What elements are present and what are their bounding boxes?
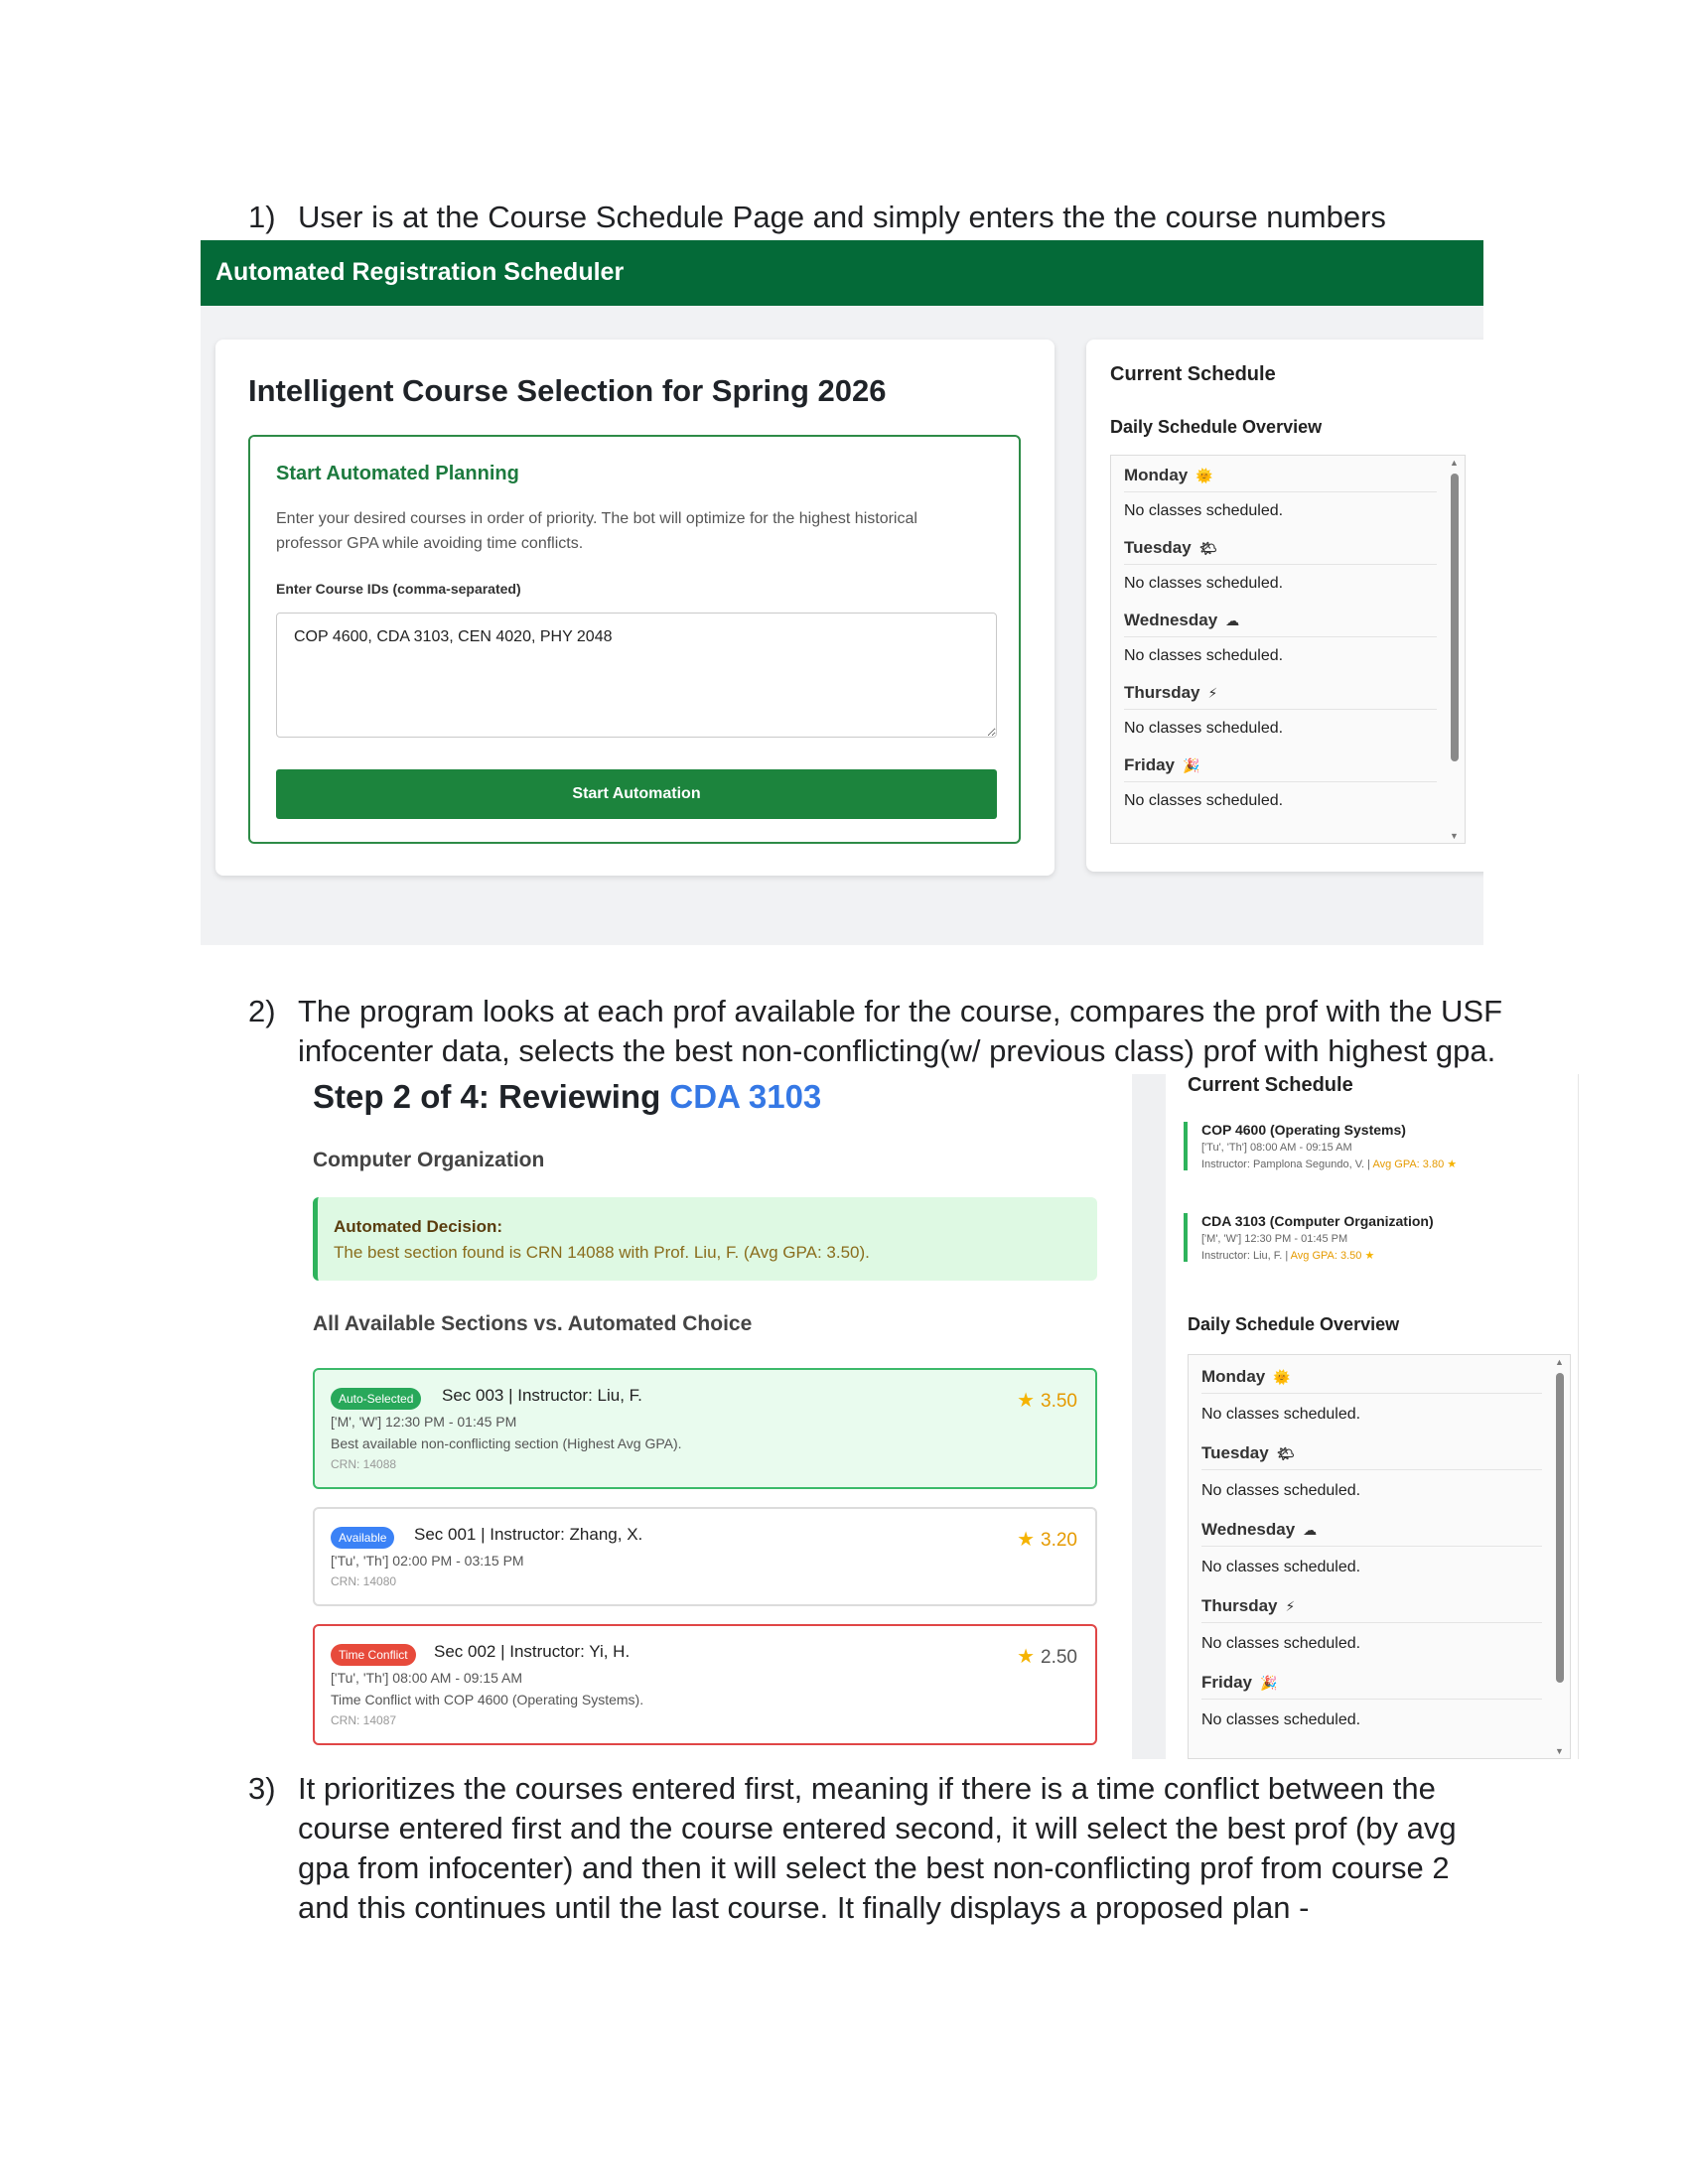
start-automation-button[interactable]: Start Automation bbox=[276, 769, 997, 819]
daily-overview-title: Daily Schedule Overview bbox=[1188, 1314, 1400, 1334]
day-wednesday bbox=[1201, 1520, 1542, 1576]
no-classes-text: No classes scheduled. bbox=[1201, 1711, 1361, 1728]
app-title-bar: Automated Registration Scheduler bbox=[201, 240, 1483, 306]
section-title: Sec 001 | Instructor: Zhang, X. bbox=[414, 1525, 643, 1544]
scroll-thumb[interactable] bbox=[1451, 474, 1459, 761]
scrollbar[interactable] bbox=[1552, 1355, 1568, 1758]
day-name: Wednesday ☁ bbox=[1201, 1520, 1542, 1547]
auto-selected-badge: Auto-Selected bbox=[331, 1388, 421, 1410]
cloud-icon: ☁ bbox=[1225, 613, 1240, 628]
page-title: Intelligent Course Selection for Spring 2026 bbox=[248, 373, 887, 408]
day-name: Tuesday 🌤 bbox=[1124, 538, 1437, 565]
party-icon: 🎉 bbox=[1183, 757, 1200, 773]
course-time: ['Tu', 'Th'] 08:00 AM - 09:15 AM bbox=[1201, 1142, 1352, 1154]
section-note: Best available non-conflicting section (Highest Avg GPA). bbox=[331, 1435, 682, 1451]
no-classes-text: No classes scheduled. bbox=[1201, 1482, 1361, 1499]
no-classes-text: No classes scheduled. bbox=[1201, 1406, 1361, 1423]
day-monday bbox=[1201, 1367, 1542, 1424]
course-selection-card bbox=[215, 340, 1055, 876]
no-classes-text: No classes scheduled. bbox=[1124, 720, 1284, 737]
step-prefix: Step 2 of 4: Reviewing bbox=[313, 1078, 670, 1115]
party-icon: 🎉 bbox=[1260, 1675, 1278, 1691]
no-classes-text: No classes scheduled. bbox=[1201, 1635, 1361, 1652]
scroll-up-icon[interactable]: ▲ bbox=[1555, 1357, 1564, 1367]
scroll-thumb[interactable] bbox=[1556, 1373, 1564, 1683]
day-tuesday bbox=[1201, 1443, 1542, 1500]
scrollbar[interactable] bbox=[1447, 456, 1463, 843]
lightning-icon: ⚡ bbox=[1285, 1598, 1296, 1614]
lightning-icon: ⚡ bbox=[1207, 685, 1218, 701]
course-instructor: Instructor: Liu, F. | Avg GPA: 3.50 ★ bbox=[1201, 1250, 1375, 1262]
section-note: Time Conflict with COP 4600 (Operating Systems). bbox=[331, 1692, 644, 1707]
course-code: CDA 3103 bbox=[669, 1078, 822, 1115]
sun-icon: 🌞 bbox=[1273, 1369, 1291, 1385]
all-sections-title: All Available Sections vs. Automated Choice bbox=[313, 1312, 753, 1335]
day-name: Thursday ⚡ bbox=[1124, 683, 1437, 710]
day-tuesday bbox=[1124, 538, 1437, 593]
daily-schedule-list[interactable] bbox=[1110, 455, 1466, 844]
day-name: Friday 🎉 bbox=[1201, 1673, 1542, 1700]
no-classes-text: No classes scheduled. bbox=[1201, 1559, 1361, 1575]
no-classes-text: No classes scheduled. bbox=[1124, 502, 1284, 519]
section-gpa: ★ 3.20 bbox=[1017, 1529, 1077, 1551]
section-title: Sec 003 | Instructor: Liu, F. bbox=[442, 1386, 642, 1405]
course-instructor: Instructor: Pamplona Segundo, V. | Avg GPA: 3.80 ★ bbox=[1201, 1159, 1458, 1170]
step-number: 3) bbox=[248, 1771, 276, 1806]
section-crn: CRN: 14088 bbox=[331, 1457, 397, 1471]
course-ids-label: Enter Course IDs (comma-separated) bbox=[276, 581, 521, 597]
day-name: Tuesday 🌤 bbox=[1201, 1443, 1542, 1470]
day-thursday bbox=[1124, 683, 1437, 738]
step-body: It prioritizes the courses entered first, meaning if there is a time conflict between the course entered first and the course entered second, it will select the best prof (by avg gpa from infocenter) and then it will select the best non-conflicting prof from course 2 and this continues until the last course. It finally displays a proposed plan - bbox=[298, 1771, 1457, 1925]
step-number: 2) bbox=[248, 994, 276, 1028]
planning-title: Start Automated Planning bbox=[276, 463, 519, 484]
step-body: User is at the Course Schedule Page and simply enters the the course numbers bbox=[298, 200, 1386, 234]
section-card-auto-selected[interactable] bbox=[313, 1368, 1097, 1489]
section-time: ['M', 'W'] 12:30 PM - 01:45 PM bbox=[331, 1414, 517, 1430]
current-schedule-title: Current Schedule bbox=[1188, 1074, 1353, 1096]
no-classes-text: No classes scheduled. bbox=[1124, 792, 1284, 809]
course-time: ['M', 'W'] 12:30 PM - 01:45 PM bbox=[1201, 1233, 1348, 1245]
day-wednesday bbox=[1124, 611, 1437, 665]
automated-planning-box bbox=[248, 435, 1021, 844]
current-course-cda3103 bbox=[1184, 1213, 1541, 1262]
current-schedule-panel bbox=[1086, 340, 1483, 872]
available-badge: Available bbox=[331, 1527, 394, 1549]
step-number: 1) bbox=[248, 200, 276, 234]
day-friday bbox=[1124, 755, 1437, 810]
no-classes-text: No classes scheduled. bbox=[1124, 647, 1284, 664]
current-course-cop4600 bbox=[1184, 1122, 1541, 1170]
star-icon: ★ bbox=[1017, 1529, 1036, 1551]
step-2-text bbox=[248, 992, 1539, 1071]
current-schedule-panel bbox=[1166, 1074, 1579, 1759]
star-icon: ★ bbox=[1364, 1250, 1375, 1262]
course-name: Computer Organization bbox=[313, 1149, 545, 1171]
daily-overview-title: Daily Schedule Overview bbox=[1110, 417, 1323, 437]
scroll-down-icon[interactable]: ▼ bbox=[1450, 831, 1459, 841]
day-monday bbox=[1124, 466, 1437, 520]
section-gpa: ★ 3.50 bbox=[1017, 1390, 1077, 1412]
course-schedule-page-screenshot bbox=[201, 240, 1483, 945]
day-name: Friday 🎉 bbox=[1124, 755, 1437, 782]
scroll-down-icon[interactable]: ▼ bbox=[1555, 1746, 1564, 1756]
time-conflict-badge: Time Conflict bbox=[331, 1644, 416, 1666]
sun-icon: 🌞 bbox=[1196, 468, 1213, 483]
star-icon: ★ bbox=[1447, 1159, 1458, 1170]
sun-cloud-icon: 🌤 bbox=[1198, 540, 1217, 556]
day-name: Monday 🌞 bbox=[1124, 466, 1437, 492]
decision-heading: Automated Decision: bbox=[334, 1217, 503, 1236]
section-crn: CRN: 14080 bbox=[331, 1574, 397, 1588]
cloud-icon: ☁ bbox=[1303, 1522, 1318, 1538]
panel-divider bbox=[1132, 1074, 1166, 1759]
day-name: Thursday ⚡ bbox=[1201, 1596, 1542, 1623]
section-crn: CRN: 14087 bbox=[331, 1713, 397, 1727]
decision-text: The best section found is CRN 14088 with Prof. Liu, F. (Avg GPA: 3.50). bbox=[334, 1243, 870, 1262]
current-schedule-title: Current Schedule bbox=[1110, 363, 1276, 385]
course-title: CDA 3103 (Computer Organization) bbox=[1201, 1213, 1434, 1229]
automated-decision-box bbox=[313, 1197, 1097, 1281]
no-classes-text: No classes scheduled. bbox=[1124, 575, 1284, 592]
star-icon: ★ bbox=[1017, 1390, 1036, 1412]
section-time: ['Tu', 'Th'] 08:00 AM - 09:15 AM bbox=[331, 1670, 523, 1686]
step-1-text bbox=[248, 198, 1539, 237]
step-body: The program looks at each prof available for the course, compares the prof with the USF infocenter data, selects the best non-conflicting(w/ previous class) prof with highest gpa. bbox=[298, 994, 1503, 1068]
day-friday bbox=[1201, 1673, 1542, 1729]
section-time: ['Tu', 'Th'] 02:00 PM - 03:15 PM bbox=[331, 1553, 524, 1569]
day-thursday bbox=[1201, 1596, 1542, 1653]
course-title: COP 4600 (Operating Systems) bbox=[1201, 1122, 1406, 1138]
scroll-up-icon[interactable]: ▲ bbox=[1450, 458, 1459, 468]
section-gpa: ★ 2.50 bbox=[1017, 1646, 1077, 1668]
planning-description: Enter your desired courses in order of priority. The bot will optimize for the highest historical professor GPA while avoiding time conflicts. bbox=[276, 510, 917, 552]
day-name: Wednesday ☁ bbox=[1124, 611, 1437, 637]
daily-schedule-list[interactable] bbox=[1188, 1354, 1571, 1759]
step-title bbox=[313, 1078, 821, 1116]
day-name: Monday 🌞 bbox=[1201, 1367, 1542, 1394]
section-title: Sec 002 | Instructor: Yi, H. bbox=[434, 1642, 631, 1661]
star-icon: ★ bbox=[1017, 1646, 1036, 1668]
sun-cloud-icon: 🌤 bbox=[1276, 1445, 1295, 1461]
course-ids-input[interactable] bbox=[276, 613, 997, 738]
section-card-available[interactable] bbox=[313, 1507, 1097, 1606]
section-card-time-conflict[interactable] bbox=[313, 1624, 1097, 1745]
step-3-text bbox=[248, 1769, 1479, 1928]
